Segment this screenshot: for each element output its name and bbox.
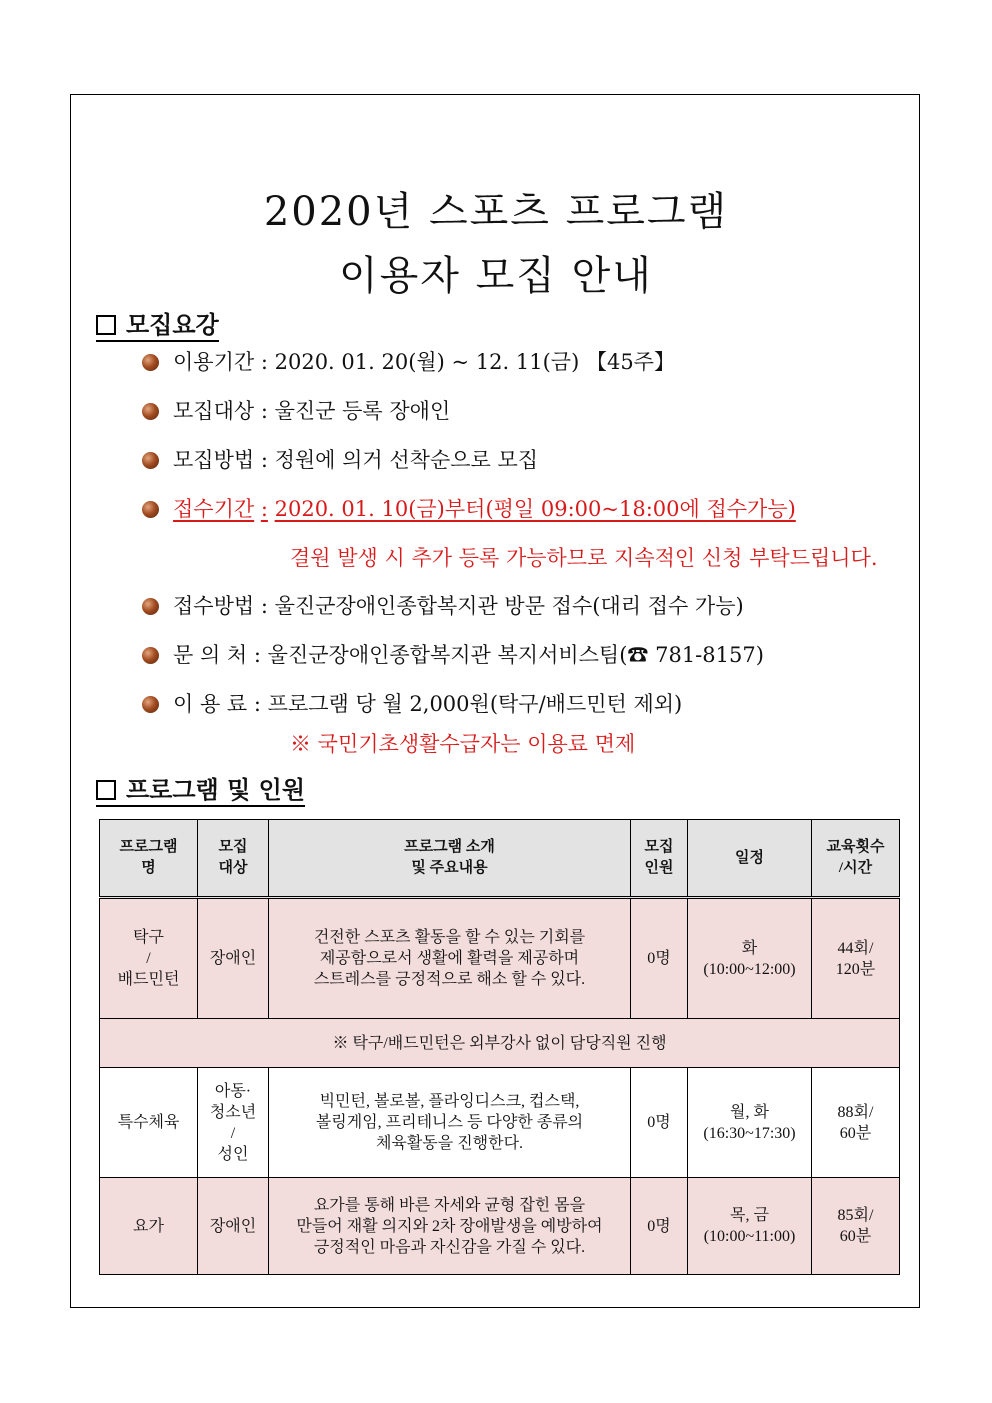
cell-notice: ※ 탁구/배드민턴은 외부강사 없이 담당직원 진행 bbox=[100, 1019, 900, 1068]
header-target: 모집 대상 bbox=[198, 820, 269, 898]
header-program-name: 프로그램 명 bbox=[100, 820, 198, 898]
info-item-period: 이용기간 : 2020. 01. 20(월) ~ 12. 11(금) 【45주】 bbox=[142, 348, 675, 376]
cell-target: 장애인 bbox=[198, 898, 269, 1019]
cell-schedule: 화 (10:00~12:00) bbox=[688, 898, 812, 1019]
info-item-fee: 이 용 료 : 프로그램 당 월 2,000원(탁구/배드민턴 제외) bbox=[142, 690, 682, 718]
application-note: 결원 발생 시 추가 등록 가능하므로 지속적인 신청 부탁드립니다. bbox=[290, 546, 878, 570]
checkbox-square-icon bbox=[96, 315, 116, 335]
cell-description: 요가를 통해 바른 자세와 균형 잡힌 몸을 만들어 재활 의지와 2차 장애발생을 예방하여 긍정적인 마음과 자신감을 가질 수 있다. bbox=[269, 1178, 631, 1275]
cell-target: 장애인 bbox=[198, 1178, 269, 1275]
table-header-row bbox=[100, 820, 900, 898]
cell-description: 빅민턴, 볼로볼, 플라잉디스크, 컵스택, 볼링게임, 프리테니스 등 다양한 종류의 체육활동을 진행한다. bbox=[269, 1068, 631, 1178]
page-subtitle: 이용자 모집 안내 bbox=[339, 253, 653, 299]
header-sessions: 교육횟수 /시간 bbox=[812, 820, 900, 898]
header-capacity: 모집 인원 bbox=[631, 820, 688, 898]
section-heading-programs: 프로그램 및 인원 bbox=[96, 775, 305, 807]
cell-capacity: 0명 bbox=[631, 1178, 688, 1275]
info-item-application-period: 접수기간 : 2020. 01. 10(금)부터(평일 09:00~18:00에 접수가능) bbox=[142, 495, 796, 523]
table-row bbox=[100, 1178, 900, 1275]
fee-note: ※ 국민기초생활수급자는 이용료 면제 bbox=[290, 732, 636, 756]
cell-capacity: 0명 bbox=[631, 1068, 688, 1178]
cell-sessions: 44회/ 120분 bbox=[812, 898, 900, 1019]
cell-target: 아동· 청소년 / 성인 bbox=[198, 1068, 269, 1178]
bullet-icon bbox=[142, 501, 159, 518]
cell-program-name: 요가 bbox=[100, 1178, 198, 1275]
table-row bbox=[100, 1068, 900, 1178]
info-item-target: 모집대상 : 울진군 등록 장애인 bbox=[142, 397, 450, 425]
cell-program-name: 탁구 / 배드민턴 bbox=[100, 898, 198, 1019]
cell-sessions: 88회/ 60분 bbox=[812, 1068, 900, 1178]
info-item-contact: 문 의 처 : 울진군장애인종합복지관 복지서비스팀(☎ 781-8157) bbox=[142, 641, 764, 669]
table-row bbox=[100, 898, 900, 1019]
cell-schedule: 목, 금 (10:00~11:00) bbox=[688, 1178, 812, 1275]
cell-description: 건전한 스포츠 활동을 할 수 있는 기회를 제공함으로서 생활에 활력을 제공하며 스트레스를 긍정적으로 해소 할 수 있다. bbox=[269, 898, 631, 1019]
header-description: 프로그램 소개 및 주요내용 bbox=[269, 820, 631, 898]
page-title: 2020년 스포츠 프로그램 bbox=[263, 189, 729, 235]
bullet-icon bbox=[142, 647, 159, 664]
bullet-icon bbox=[142, 696, 159, 713]
bullet-icon bbox=[142, 452, 159, 469]
info-item-application-method: 접수방법 : 울진군장애인종합복지관 방문 접수(대리 접수 가능) bbox=[142, 592, 744, 620]
phone-icon: ☎ bbox=[627, 643, 649, 667]
cell-schedule: 월, 화 (16:30~17:30) bbox=[688, 1068, 812, 1178]
cell-sessions: 85회/ 60분 bbox=[812, 1178, 900, 1275]
table-notice-row bbox=[100, 1019, 900, 1068]
info-item-method: 모집방법 : 정원에 의거 선착순으로 모집 bbox=[142, 446, 538, 474]
header-schedule: 일정 bbox=[688, 820, 812, 898]
bullet-icon bbox=[142, 354, 159, 371]
program-table bbox=[99, 819, 900, 1275]
checkbox-square-icon bbox=[96, 780, 116, 800]
cell-program-name: 특수체육 bbox=[100, 1068, 198, 1178]
section-heading-recruitment: 모집요강 bbox=[96, 310, 219, 342]
bullet-icon bbox=[142, 598, 159, 615]
bullet-icon bbox=[142, 403, 159, 420]
cell-capacity: 0명 bbox=[631, 898, 688, 1019]
